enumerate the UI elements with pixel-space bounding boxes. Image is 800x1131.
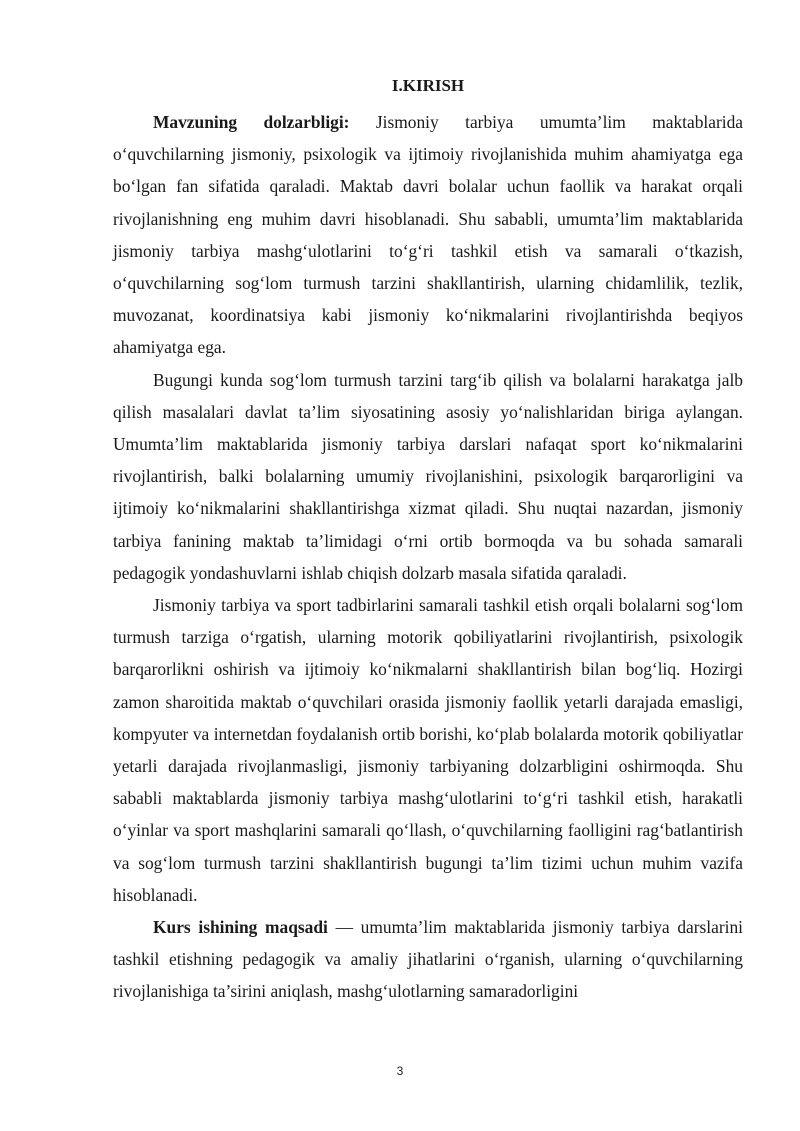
paragraph-text: — umumta’lim maktablarida jismoniy tarbiya darslarini tashkil etishning pedagogik va amaliy jihatlarini o‘rganish, ularning o‘quvchilarning rivojlanishiga ta’sirini aniqlash, mashg‘ulotlarning samaradorligini [113,917,743,1002]
page-number: 3 [396,1064,404,1078]
paragraph-course-goal [113,911,743,1008]
paragraph-relevance [113,106,743,364]
paragraph-lead: Mavzuning dolzarbligi: [153,112,350,132]
section-heading: I.KIRISH [391,76,465,95]
paragraph-text: Jismoniy tarbiya va sport tadbirlarini samarali tashkil etish orqali bolalarni sog‘lom turmush tarziga o‘rgatish, ularning motorik qobiliyatlarini rivojlantirish, psixologik barqarorlikni oshirish va ijtimoiy ko‘nikmalarni shakllantirish bilan bog‘liq. Hozirgi zamon sharoitida maktab o‘quvchilari orasida jismoniy faollik yetarli darajada emasligi, kompyuter va internetdan foydalanish ortib borishi, ko‘plab bolalarda motorik qobiliyatlar yetarli darajada rivojlanmasligi, jismoniy tarbiyaning dolzarbligini oshirmoqda. Shu sababli maktablarda jismoniy tarbiya mashg‘ulotlarini to‘g‘ri tashkil etish, harakatli o‘yinlar va sport mashqlarini samarali qo‘llash, o‘quvchilarning faolligini rag‘batlantirish va sog‘lom turmush tarzini shakllantirish bugungi ta’lim tizimi uchun muhim vazifa hisoblanadi. [113,595,743,905]
paragraph-text: Jismoniy tarbiya umumta’lim maktablarida o‘quvchilarning jismoniy, psixologik va ijtimoiy rivojlanishida muhim ahamiyatga ega bo‘lgan fan sifatida qaraladi. Maktab davri bolalar uchun faollik va harakat orqali rivojlanishning eng muhim davri hisoblanadi. Shu sababli, umumta’lim maktablarida jismoniy tarbiya mashg‘ulotlarini to‘g‘ri tashkil etish va samarali o‘tkazish, o‘quvchilarning sog‘lom turmush tarzini shakllantirish, ularning chidamlilik, tezlik, muvozanat, koordinatsiya kabi jismoniy ko‘nikmalarini rivojlantirishda beqiyos ahamiyatga ega. [113,112,743,358]
paragraph-text: Bugungi kunda sog‘lom turmush tarzini targ‘ib qilish va bolalarni harakatga jalb qilish masalalari davlat ta’lim siyosatining asosiy yo‘nalishlaridan biriga aylangan. Umumta’lim maktablarida jismoniy tarbiya darslari nafaqat sport ko‘nikmalarini rivojlantirish, balki bolalarning umumiy rivojlanishini, psixologik barqarorligini va ijtimoiy ko‘nikmalarini shakllantirishga xizmat qiladi. Shu nuqtai nazardan, jismoniy tarbiya fanining maktab ta’limidagi o‘rni ortib bormoqda va bu sohada samarali pedagogik yondashuvlarni ishlab chiqish dolzarb masala sifatida qaraladi. [113,369,743,583]
paragraph-sport-activities [113,589,743,911]
paragraph-healthy-lifestyle [113,364,743,589]
paragraph-lead: Kurs ishining maqsadi [153,917,328,938]
page-body [113,74,743,1008]
